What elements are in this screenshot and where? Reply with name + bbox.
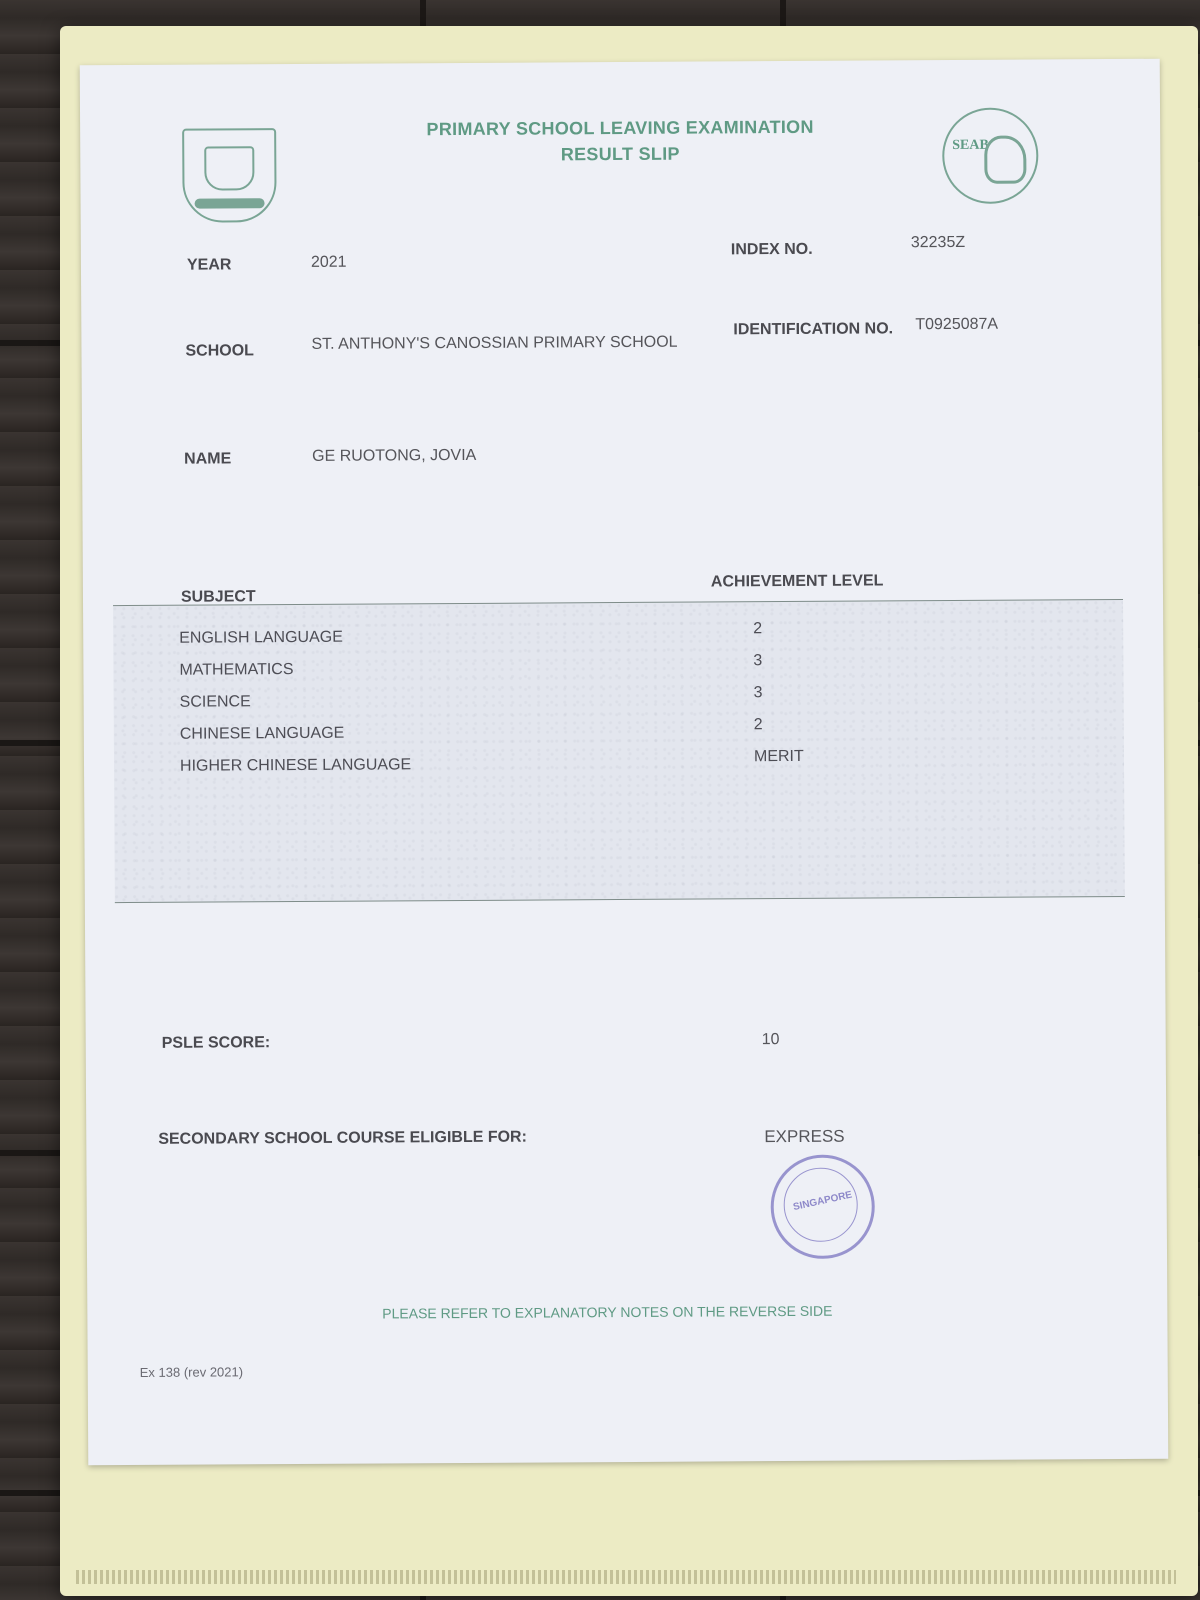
table-row-level: 3	[753, 684, 763, 702]
psle-score-value: 10	[761, 1031, 780, 1049]
course-eligible-label: SECONDARY SCHOOL COURSE ELIGIBLE FOR:	[158, 1128, 527, 1148]
table-row-subject: ENGLISH LANGUAGE	[179, 628, 343, 647]
table-row-level: 2	[753, 620, 763, 638]
table-row-level: 2	[753, 716, 763, 734]
seab-name: SEAB	[952, 137, 989, 153]
table-row-subject: CHINESE LANGUAGE	[179, 724, 345, 743]
results-table	[113, 599, 1125, 903]
school-crest-icon	[182, 128, 277, 223]
achievement-level-header: ACHIEVEMENT LEVEL	[710, 572, 884, 591]
identification-value: T0925087A	[915, 315, 999, 334]
name-value: GE RUOTONG, JOVIA	[312, 446, 477, 465]
year-label: YEAR	[186, 256, 232, 274]
school-stamp-icon	[770, 1154, 875, 1259]
stamp-center-text: SINGAPORE	[792, 1189, 854, 1214]
table-row-subject: SCIENCE	[179, 693, 251, 711]
index-value: 32235Z	[910, 233, 966, 252]
course-eligible-value: EXPRESS	[764, 1126, 845, 1147]
table-row-subject: HIGHER CHINESE LANGUAGE	[179, 756, 412, 775]
year-value: 2021	[310, 253, 347, 271]
result-slip	[80, 59, 1169, 1466]
explanatory-notes: PLEASE REFER TO EXPLANATORY NOTES ON THE REVERSE SIDE	[382, 1302, 833, 1322]
name-label: NAME	[184, 450, 232, 468]
crest-shield	[204, 146, 254, 190]
folder-edge-strip	[76, 1570, 1176, 1584]
identification-label: IDENTIFICATION NO.	[733, 320, 894, 339]
table-row-level: 3	[753, 652, 763, 670]
seab-logo-icon	[942, 107, 1039, 204]
table-row-subject: MATHEMATICS	[179, 661, 294, 679]
table-row-level: MERIT	[753, 747, 804, 766]
subject-header: SUBJECT	[180, 588, 256, 606]
page-subtitle: RESULT SLIP	[560, 143, 680, 165]
lion-head-icon	[984, 136, 1026, 184]
page-title: PRIMARY SCHOOL LEAVING EXAMINATION	[426, 116, 814, 140]
crest-banner	[195, 198, 265, 208]
school-label: SCHOOL	[185, 342, 254, 360]
form-code: Ex 138 (rev 2021)	[139, 1364, 244, 1380]
index-label: INDEX NO.	[730, 240, 813, 259]
school-value: ST. ANTHONY'S CANOSSIAN PRIMARY SCHOOL	[311, 333, 678, 353]
psle-score-label: PSLE SCORE:	[161, 1034, 271, 1052]
